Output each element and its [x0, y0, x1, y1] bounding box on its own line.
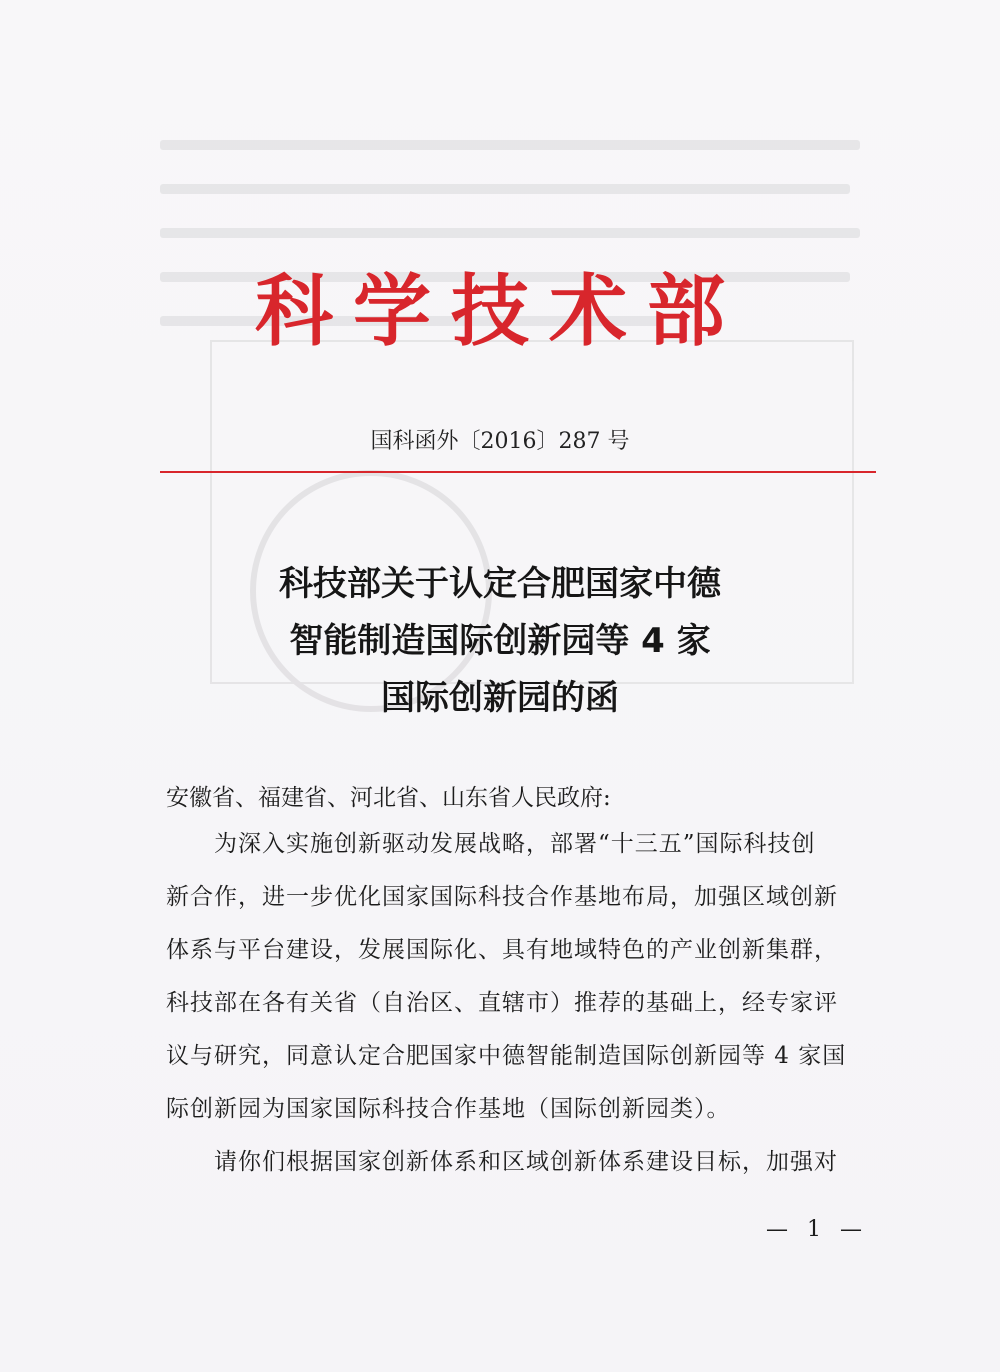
body-line: 际创新园为国家国际科技合作基地（国际创新园类）。 — [166, 1096, 731, 1122]
body-line: 为深入实施创新驱动发展战略，部署“十三五”国际科技创 — [214, 831, 816, 857]
red-divider-line — [160, 471, 876, 473]
document-title — [0, 556, 1000, 727]
body-paragraphs — [166, 824, 878, 1195]
body-line: 请你们根据国家创新体系和区域创新体系建设目标，加强对 — [214, 1149, 838, 1175]
body-line: 议与研究，同意认定合肥国家中德智能制造国际创新园等 4 家国 — [166, 1043, 847, 1069]
document-number: 国科函外〔2016〕287 号 — [370, 429, 630, 454]
title-line-3: 国际创新园的函 — [381, 678, 619, 718]
body-line: 科技部在各有关省（自治区、直辖市）推荐的基础上，经专家评 — [166, 990, 838, 1016]
title-line-2: 智能制造国际创新园等 4 家 — [289, 621, 711, 661]
page-number: — 1 — — [766, 1217, 868, 1242]
title-line-1: 科技部关于认定合肥国家中德 — [279, 564, 721, 604]
issuer-masthead: 科学技术部 — [254, 267, 745, 357]
body-line: 体系与平台建设，发展国际化、具有地域特色的产业创新集群， — [166, 937, 838, 963]
body-line: 新合作，进一步优化国家国际科技合作基地布局，加强区域创新 — [166, 884, 838, 910]
addressee-line: 安徽省、福建省、河北省、山东省人民政府: — [166, 785, 611, 811]
